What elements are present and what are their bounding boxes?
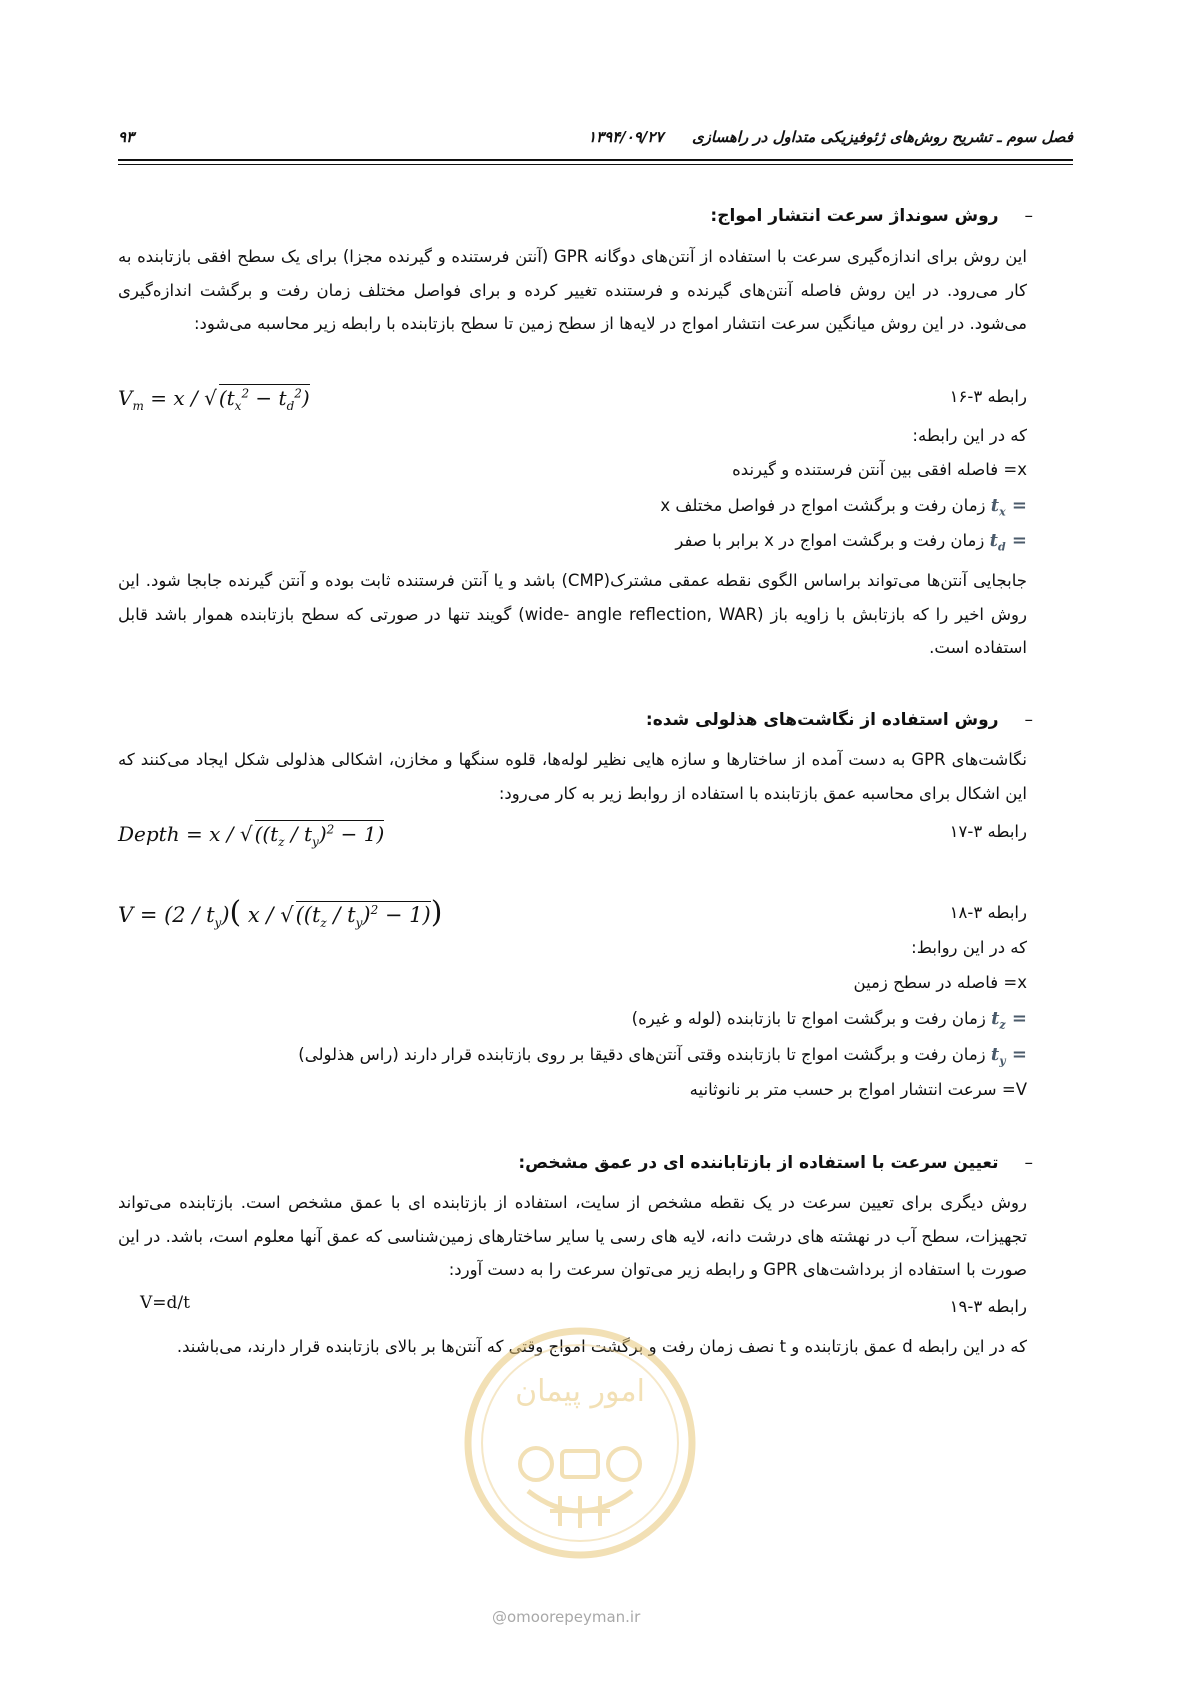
paragraph-d-t: که در این رابطه d عمق بازتابنده و t نصف زمان رفت و برگشت امواج وقتی که آنتن‌ها بر بالای بازتابنده قرار دارند، می‌باشند. — [176, 1337, 1027, 1356]
bullet-dash: – — [1024, 1153, 1033, 1173]
where-text-1: که در این رابطه: — [912, 426, 1027, 445]
watermark-site: @omoorepeyman.ir — [492, 1608, 641, 1626]
definition-ty: = $t_y$ زمان رفت و برگشت امواج تا بازتابنده وقتی آنتن‌های دقیقا بر روی بازتابنده قرار دارند (راس هذلولی) — [298, 1044, 1027, 1068]
equation-label-17: رابطه ۳-۱۷ — [949, 822, 1027, 841]
paragraph-sounding: این روش برای اندازه‌گیری سرعت با استفاده از آنتن‌های دوگانه GPR (آنتن فرستنده و گیرنده مجزا) برای یک سطح افقی بازتابنده به کار می‌رود. در این روش فاصله آنتن‌های گیرنده و فرستنده تغییر کرده و برای فواصل مختلف زمان رفت و برگشت اندازه‌گیری می‌شود. در این روش میانگین سرعت انتشار امواج در لایه‌ها از سطح زمین تا سطح بازتابنده با رابطه زیر محاسبه می‌شود: — [118, 247, 1027, 333]
equation-label-18: رابطه ۳-۱۸ — [949, 903, 1027, 922]
svg-text:امور پیمان: امور پیمان — [515, 1374, 645, 1409]
section-heading-hyperbola — [646, 710, 1033, 730]
at-icon: @ — [492, 1608, 507, 1626]
equation-18: $V = (2 / t_y)$( $x / √((t_z / t_y)^2 - 1)$) — [118, 895, 443, 931]
section-heading-sounding — [710, 206, 1033, 226]
definition-tx: = $t_x$ زمان رفت و برگشت امواج در فواصل مختلف x — [660, 495, 1027, 519]
definition-x-2: x= فاصله در سطح زمین — [853, 973, 1027, 992]
definition-td: = $t_d$ زمان رفت و برگشت امواج در x برابر با صفر — [675, 530, 1027, 554]
page-number: ۹۳ — [118, 128, 135, 146]
equation-19: V=d/t — [140, 1293, 190, 1313]
watermark-seal-icon — [458, 1316, 702, 1570]
bullet-dash: – — [1024, 710, 1033, 730]
definition-tz: = $t_z$ زمان رفت و برگشت امواج تا بازتابنده (لوله و غیره) — [631, 1008, 1027, 1032]
tz-symbol: = $t_z$ — [991, 1008, 1027, 1032]
equation-label-19: رابطه ۳-۱۹ — [949, 1297, 1027, 1316]
tx-symbol: = $t_x$ — [990, 495, 1027, 519]
chapter-title: فصل سوم ـ تشریح روش‌های ژئوفیزیکی متداول در راهسازی — [691, 128, 1073, 146]
paragraph-cmp: جابجایی آنتن‌ها می‌تواند براساس الگوی نقطه عمقی مشترک(CMP) باشد و یا آنتن فرستنده ثابت بوده و آنتن گیرنده جابجا شود. این روش اخیر را که بازتابش با زاویه باز (wide- angle reflection, WAR) گویند تنها در صورتی که سطح بازتابنده هموار باشد قابل استفاده است. — [118, 571, 1027, 657]
equation-label-16: رابطه ۳-۱۶ — [949, 387, 1027, 406]
header-rule-thick — [118, 159, 1073, 161]
bullet-dash: – — [1024, 206, 1033, 226]
section-heading-text: تعیین سرعت با استفاده از بازتاباننده ای در عمق مشخص: — [518, 1153, 999, 1173]
section-heading-known-depth — [518, 1153, 1033, 1173]
definition-v: V= سرعت انتشار امواج بر حسب متر بر نانوثانیه — [689, 1080, 1027, 1099]
section-heading-text: روش استفاده از نگاشت‌های هذلولی شده: — [645, 710, 999, 730]
equation-17: Depth = x / √ $((t_z / t_y)^2 - 1)$ — [118, 822, 385, 849]
equation-16: $V_m = x$ / √ $(t_x^2 - t_d^2)$ — [118, 386, 310, 413]
paragraph-hyperbola: نگاشت‌های GPR به دست آمده از ساختارها و سازه هایی نظیر لوله‌ها، قلوه سنگها و مخازن، اشکالی هذلولی شکل ایجاد می‌کنند که این اشکال برای محاسبه عمق بازتابنده با استفاده از روابط زیر به کار می‌رود: — [118, 750, 1027, 803]
header-date: ۱۳۹۴/۰۹/۲۷ — [588, 128, 664, 146]
td-symbol: = $t_d$ — [989, 530, 1027, 554]
paragraph-known-depth: روش دیگری برای تعیین سرعت در یک نقطه مشخص از سایت، استفاده از بازتابنده ای با عمق مشخص است. بازتابنده می‌تواند تجهیزات، سطح آب در نهشته های درشت دانه، لایه های رسی یا سایر ساختارهای زمین‌شناسی که عمق آنها معلوم است، باشد. در این صورت با استفاده از برداشت‌های GPR و رابطه زیر می‌توان سرعت را به دست آورد: — [118, 1193, 1027, 1279]
where-text-2: که در این روابط: — [911, 938, 1027, 957]
ty-symbol: = $t_y$ — [990, 1044, 1027, 1068]
header-rule-thin — [118, 164, 1073, 165]
section-heading-text: روش سونداژ سرعت انتشار امواج: — [710, 206, 999, 226]
definition-x-1: x= فاصله افقی بین آنتن فرستنده و گیرنده — [732, 460, 1027, 479]
page-header — [118, 128, 1073, 154]
